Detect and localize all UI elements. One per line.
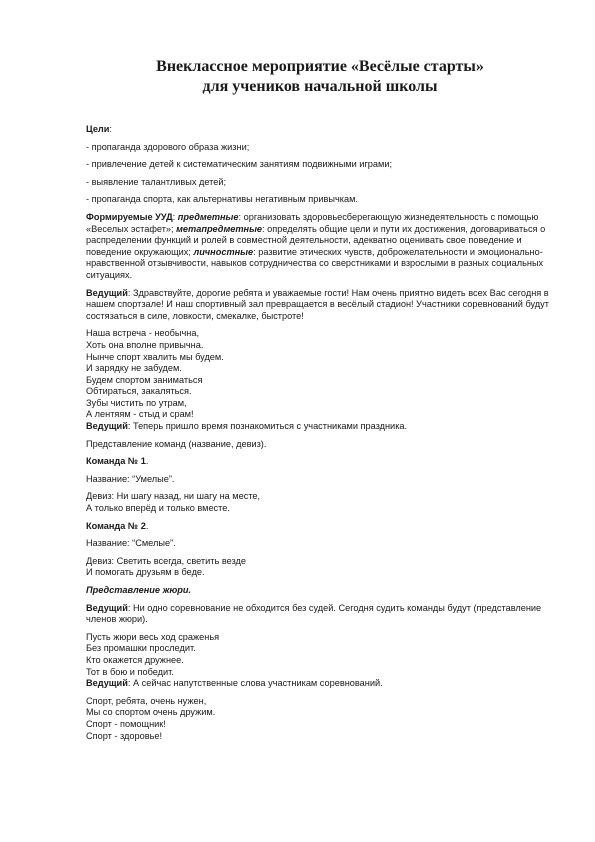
uud-label: Формируемые УУД: [86, 211, 173, 222]
poem-line: Спорт - здоровье!: [86, 730, 163, 741]
uud-subject-label: предметные: [177, 211, 239, 222]
poem-line: Пусть жюри весь ход сраженья: [86, 631, 220, 642]
poem-line: Кто окажется дружнее.: [86, 654, 184, 665]
host-speech-1: Ведущий: Здравствуйте, дорогие ребята и уважаемые гости! Нам очень приятно видеть всех Вас сегодня в нашем спортзале! И наш спортивный зал превращается в весёлый стадион! Участники соревнований будут состязаться в силе, ловкости, смекалке, быстроте!: [86, 287, 549, 321]
poem-line: Тот в бою и победит.: [86, 666, 174, 677]
team-1-motto: Девиз: Ни шагу назад, ни шагу на месте, А только вперёд и только вместе.: [86, 491, 261, 514]
poem-line: Без промашки проследит.: [86, 643, 196, 654]
host-speech-4: Ведущий: А сейчас напутственные слова участникам соревнований.: [86, 678, 383, 689]
poem-line: Обтираться, закаляться.: [86, 386, 192, 397]
team-1-heading: Команда № 1.: [86, 456, 149, 467]
goal-item: - привлечение детей к систематическим занятиям подвижными играми;: [86, 159, 393, 170]
host-label: Ведущий: [86, 602, 128, 613]
goals-heading: Цели:: [86, 124, 112, 134]
poem-2: [86, 632, 556, 678]
poem-1: [86, 328, 556, 421]
goal-item: - пропаганда спорта, как альтернативы негативным привычкам.: [86, 194, 358, 205]
poem-line: И зарядку не забудем.: [86, 363, 182, 374]
poem-line: Спорт, ребята, очень нужен,: [86, 695, 207, 706]
poem-line: Мы со спортом очень дружим.: [86, 707, 216, 718]
team-1-name: Название: “Умелые”.: [86, 473, 175, 484]
poem-line: Нынче спорт хвалить мы будем.: [86, 351, 224, 362]
host-label: Ведущий: [86, 421, 128, 432]
uud-meta-label: метапредметные: [176, 223, 263, 234]
jury-heading: Представление жюри.: [86, 585, 192, 595]
host-label: Ведущий: [86, 287, 128, 298]
uud-personal-label: личностные: [193, 246, 254, 257]
document-title-line-2: для учеников начальной школы: [202, 78, 438, 95]
uud-paragraph: Формируемые УУД: предметные: организовать здоровьесберегающую жизнедеятельность с помощью «Веселых эстафет»; метапредметные: определять общие цели и пути их достижения, договариваться о распределении функций и ролей в совместной деятельности, адекватно оценивать свое поведение и поведение окружающих; личностные: развитие этических чувств, доброжелательности и эмоционально-нравственной отзывчивости, навыков сотрудничества со сверстниками и взрослыми в разных социальных ситуациях.: [86, 211, 546, 280]
poem-line: Зубы чистить по утрам,: [86, 397, 187, 408]
team-2-heading: Команда № 2.: [86, 520, 149, 531]
host-speech-3: Ведущий: Ни одно соревнование не обходится без судей. Сегодня судить команды будут (представление членов жюри).: [86, 602, 542, 625]
poem-line: А лентяям - стыд и срам!: [86, 409, 194, 420]
poem-line: Будем спортом заниматься: [86, 374, 203, 385]
poem-line: Спорт - помощник!: [86, 718, 166, 729]
document-title-line-1: Внеклассное мероприятие «Весёлые старты»: [156, 58, 484, 75]
poem-line: Хоть она вполне привычна.: [86, 339, 204, 350]
poem-line: Наша встреча - необычна,: [86, 328, 200, 339]
document-body: [86, 124, 556, 748]
teams-intro: Представление команд (название, девиз).: [86, 438, 267, 449]
goal-item: - выявление талантливых детей;: [86, 176, 227, 187]
host-speech-2: Ведущий: Теперь пришло время познакомиться с участниками праздника.: [86, 421, 408, 432]
host-label: Ведущий: [86, 678, 128, 689]
team-2-name: Название: “Смелые”.: [86, 538, 176, 549]
goal-item: - пропаганда здорового образа жизни;: [86, 141, 250, 152]
poem-3: [86, 696, 556, 742]
team-2-motto: Девиз: Светить всегда, светить везде И помогать друзьям в беде.: [86, 555, 246, 578]
goals-label: Цели: [86, 124, 110, 134]
